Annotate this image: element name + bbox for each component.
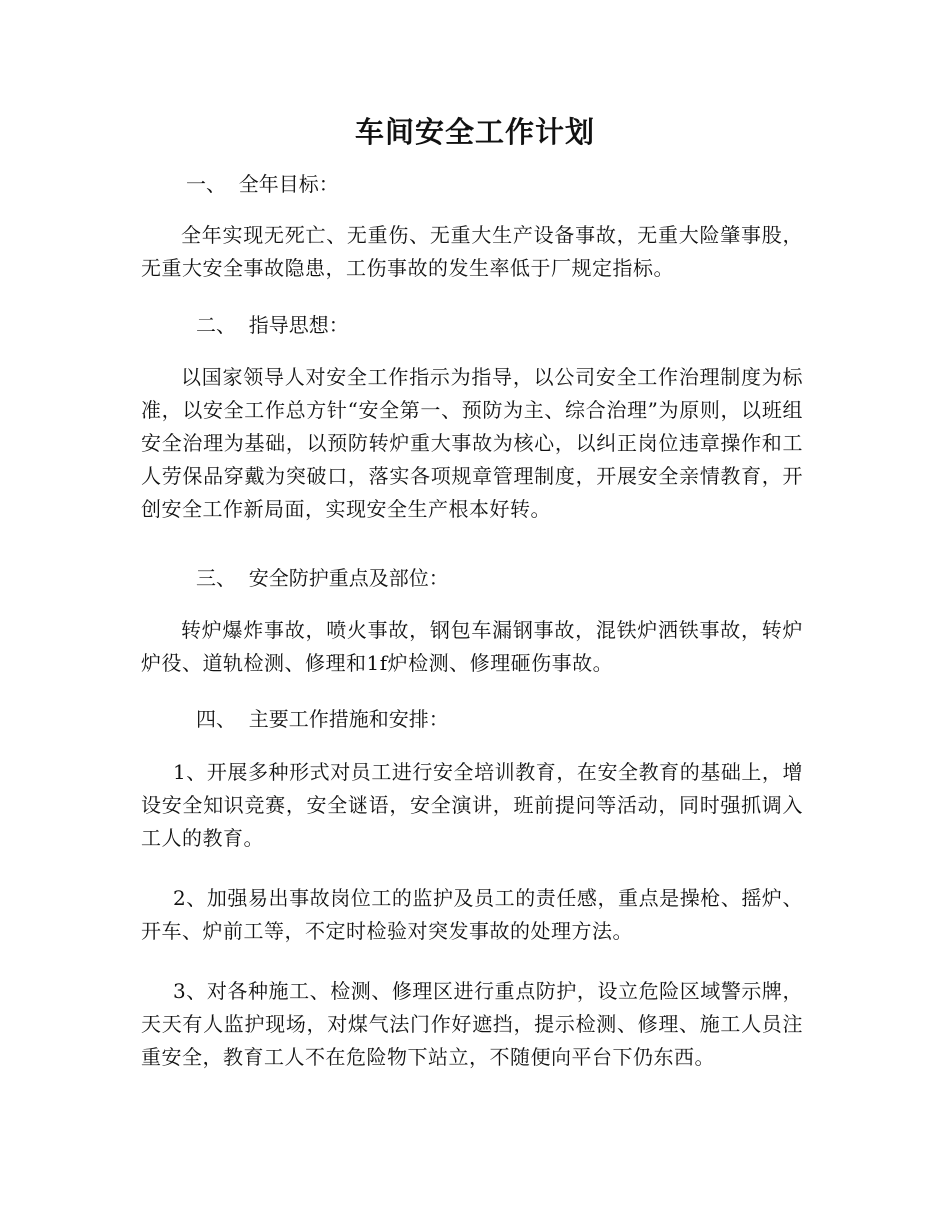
paragraph-guiding-ideology: 以国家领导人对安全工作指示为指导，以公司安全工作治理制度为标准，以安全工作总方针“安全第一、预防为主、综合治理”为原则，以班组安全治理为基础，以预防转炉重大事故为核心，以纠正岗位违章操作和工人劳保品穿戴为突破口，落实各项规章管理制度，开展安全亲情教育，开创安全工作新局面，实现安全生产根本好转。 xyxy=(141,365,803,521)
section-heading-main-measures: 四、 主要工作措施和安排： xyxy=(196,707,449,731)
document-title: 车间安全工作计划 xyxy=(354,115,595,149)
paragraph-key-protection: 转炉爆炸事故，喷火事故，钢包车漏钢事故，混铁炉洒铁事故，转炉炉役、道轨检测、修理和1f炉检测、修理砸伤事故。 xyxy=(141,618,803,675)
measure-item-1: 1、开展多种形式对员工进行安全培训教育，在安全教育的基础上，增设安全知识竞赛，安全谜语，安全演讲，班前提问等活动，同时强抓调入工人的教育。 xyxy=(141,760,803,850)
measure-item-3: 3、对各种施工、检测、修理区进行重点防护，设立危险区域警示牌，天天有人监护现场，对煤气法门作好遮挡，提示检测、修理、施工人员注重安全，教育工人不在危险物下站立，不随便向平台下仍东西。 xyxy=(141,979,803,1069)
paragraph-goals: 全年实现无死亡、无重伤、无重大生产设备事故，无重大险肇事股，无重大安全事故隐患，工伤事故的发生率低于厂规定指标。 xyxy=(141,223,803,280)
section-heading-goals: 一、 全年目标： xyxy=(186,172,339,196)
section-heading-key-protection: 三、 安全防护重点及部位： xyxy=(196,566,449,590)
measure-item-2: 2、加强易出事故岗位工的监护及员工的责任感，重点是操枪、摇炉、开车、炉前工等，不定时检验对突发事故的处理方法。 xyxy=(141,886,803,943)
section-heading-guiding-ideology: 二、 指导思想： xyxy=(196,313,349,337)
